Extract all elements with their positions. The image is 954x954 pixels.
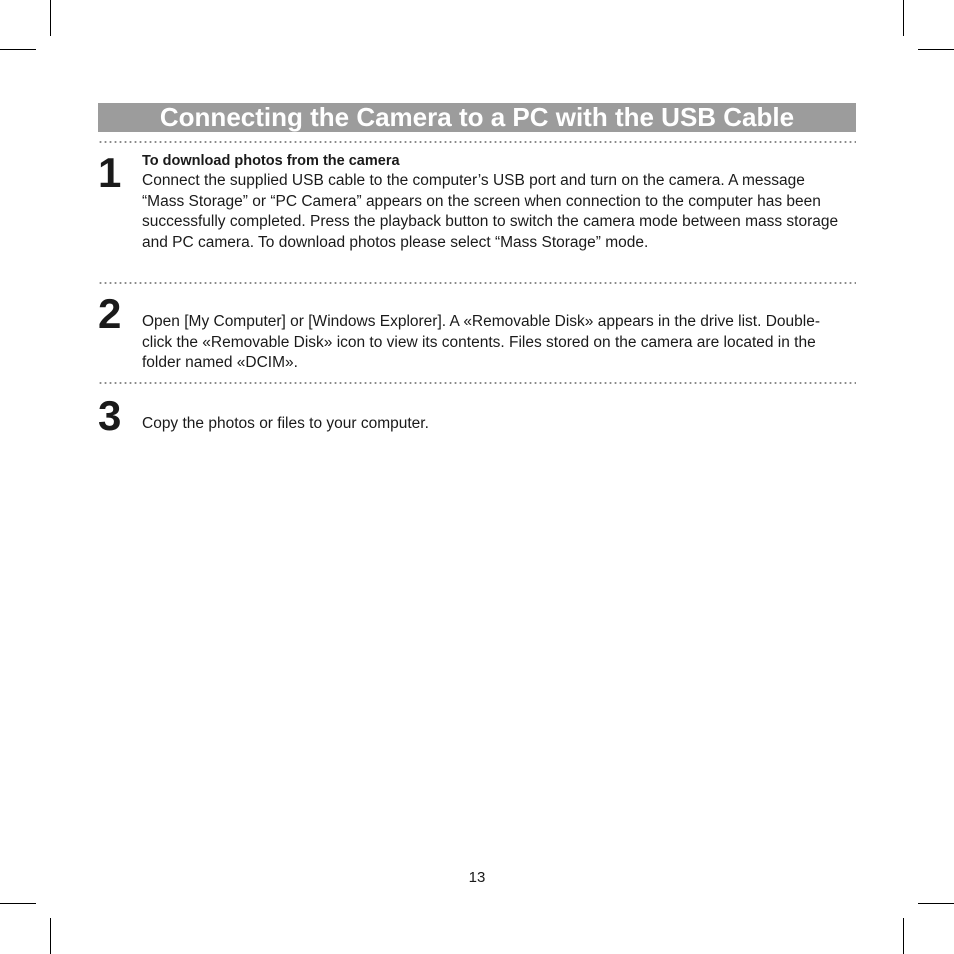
crop-mark-top-left-vertical — [50, 0, 51, 36]
page-title: Connecting the Camera to a PC with the USB Cable — [159, 102, 795, 132]
dotted-divider — [98, 141, 856, 143]
step-1-heading: To download photos from the camera — [142, 153, 400, 169]
step-number-1: 1 — [98, 149, 122, 196]
dotted-divider — [98, 282, 856, 284]
step-1-body — [142, 152, 842, 253]
crop-mark-top-left-horizontal — [0, 49, 36, 50]
dotted-divider — [98, 382, 856, 384]
crop-mark-bottom-right-vertical — [903, 918, 904, 954]
step-3-body — [142, 414, 842, 435]
step-number-3: 3 — [98, 392, 122, 439]
crop-mark-bottom-right-horizontal — [918, 903, 954, 904]
step-3-text: Copy the photos or files to your computer. — [142, 415, 429, 432]
page-number: 13 — [468, 869, 486, 886]
step-number-2: 2 — [98, 290, 122, 337]
section-title-bar — [98, 103, 856, 132]
crop-mark-top-right-horizontal — [918, 49, 954, 50]
crop-mark-top-right-vertical — [903, 0, 904, 36]
crop-mark-bottom-left-horizontal — [0, 903, 36, 904]
step-1-text: Connect the supplied USB cable to the computer’s USB port and turn on the camera. A message “Mass Storage” or “PC Camera” appears on the screen when connection to the computer has been successfully completed. Press the playback button to switch the camera mode between mass storage and PC camera. To download photos please select “Mass Storage” mode. — [142, 172, 839, 251]
step-2-text: Open [My Computer] or [Windows Explorer]. A «Removable Disk» appears in the drive list. Double-click the «Removable Disk» icon to view its contents. Files stored on the camera are located in the folder named «DCIM». — [142, 313, 820, 371]
step-2-body — [142, 312, 842, 374]
crop-mark-bottom-left-vertical — [50, 918, 51, 954]
